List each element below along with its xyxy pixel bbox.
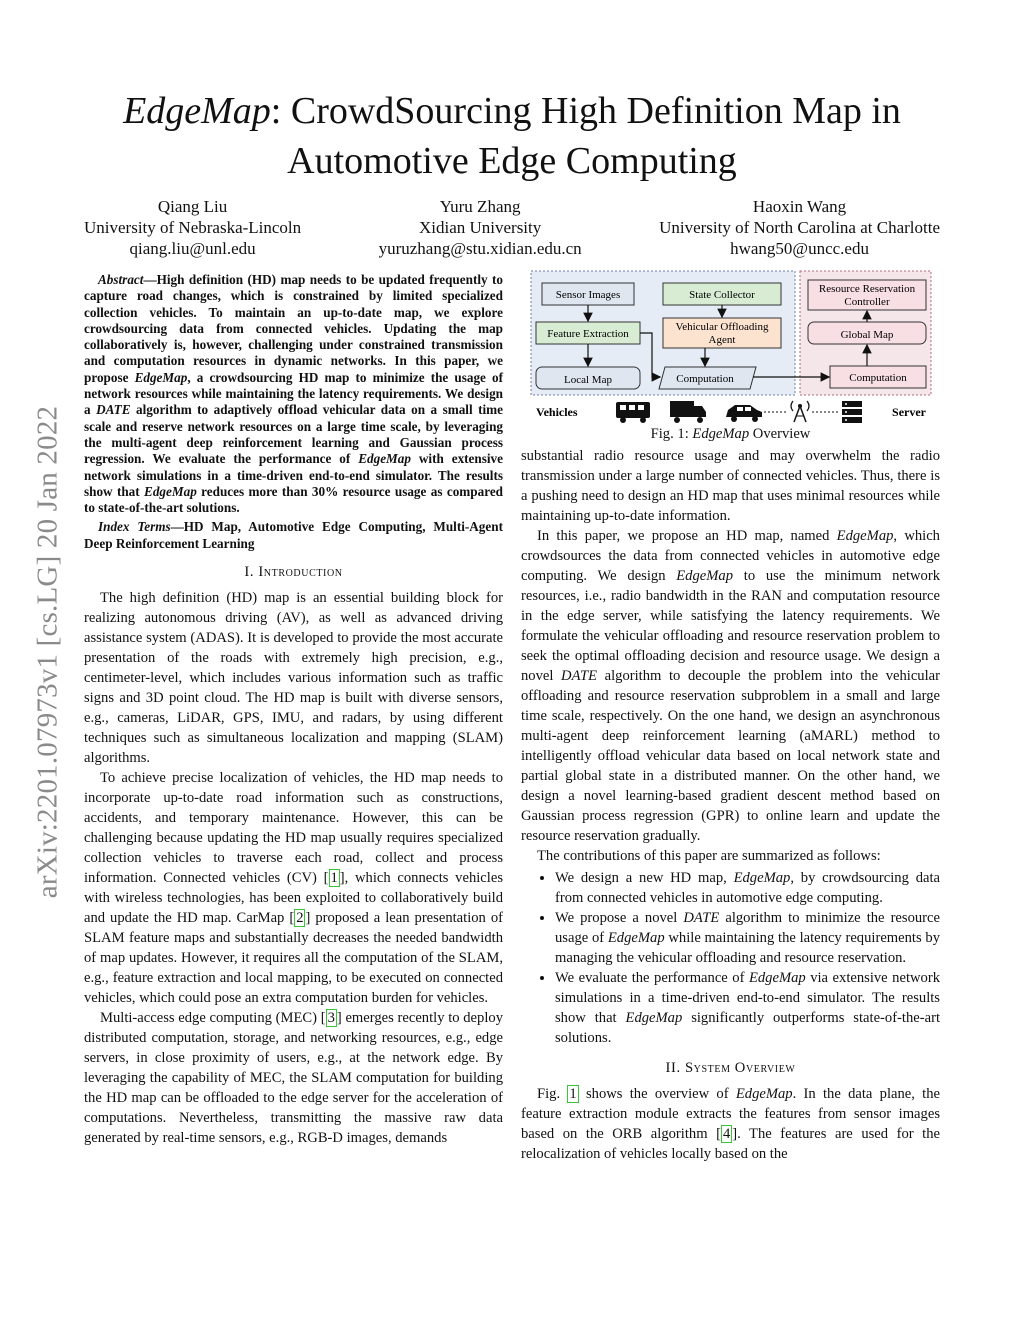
author-email: hwang50@uncc.edu [730, 239, 869, 258]
server-computation-label: Computation [849, 372, 907, 384]
server-icon [842, 401, 862, 423]
left-column [84, 272, 503, 1148]
local-map-label: Local Map [564, 374, 612, 386]
feature-extraction-label: Feature Extraction [547, 328, 629, 340]
section-heading-introduction: I. Introduction [244, 564, 343, 581]
section-heading-system-overview: II. System Overview [665, 1060, 796, 1076]
citation-link[interactable]: 4 [722, 1126, 731, 1142]
title-line2: Automotive Edge Computing [287, 140, 737, 182]
author-1 [84, 196, 301, 259]
index-terms-label: Index Terms [98, 519, 171, 535]
citation-link[interactable]: 3 [327, 1010, 335, 1027]
resource-reservation-label-1: Resource Reservation [818, 283, 916, 295]
paper-title [84, 86, 940, 186]
vehicles-label: Vehicles [536, 405, 578, 419]
author-name: Qiang Liu [157, 197, 228, 216]
figure-caption: Fig. 1: EdgeMap Overview [650, 426, 811, 442]
contributions-list [521, 868, 940, 1048]
right-paragraph-4: Fig. 1 shows the overview of EdgeMap. In the data plane, the feature extraction module extracts the features from sensor images based on the ORB algorithm [ 4 ]. The features are used for the relocalization of vehicles locally based on the [521, 1086, 941, 1162]
author-3 [659, 196, 940, 259]
truck-icon [670, 401, 706, 423]
author-affiliation: Xidian University [418, 218, 542, 237]
state-collector-label: State Collector [689, 289, 755, 301]
offloading-agent-label-2: Agent [708, 334, 736, 346]
antenna-icon [791, 401, 809, 422]
author-email: qiang.liu@unl.edu [129, 239, 256, 258]
arxiv-sidebar [28, 352, 68, 952]
author-affiliation: University of Nebraska-Lincoln [84, 218, 302, 237]
author-2 [379, 196, 582, 259]
bus-icon [616, 402, 650, 423]
author-email: yuruzhang@stu.xidian.edu.cn [378, 239, 582, 258]
right-paragraph-1: substantial radio resource usage and may overwhelm the radio transmission under a large number of connected vehicles. Thus, there is a pushing need to design an HD map that uses minimal resources while maintaining up-to-date information. [521, 448, 940, 524]
right-paragraph-3: The contributions of this paper are summarized as follows: [537, 848, 881, 864]
figure-ref-link[interactable]: 1 [569, 1086, 577, 1102]
server-label: Server [892, 405, 926, 419]
author-affiliation: University of North Carolina at Charlotte [659, 218, 940, 237]
index-terms: Index Terms—HD Map, Automotive Edge Computing, Multi-Agent Deep Reinforcement Learning [84, 519, 503, 551]
sensor-images-label: Sensor Images [555, 289, 621, 301]
vehicle-computation-label: Computation [676, 373, 734, 385]
list-item: • We evaluate the performance of EdgeMap via extensive network simulations in a time-driven end-to-end simulator. The results show that EdgeMap significantly outperforms state-of-the-art solutions. [555, 968, 940, 1048]
citation-link[interactable]: 2 [296, 910, 304, 927]
right-paragraph-2: In this paper, we propose an HD map, named EdgeMap, which crowdsources the data from connected vehicles in automotive edge computing. We design EdgeMap to use the minimum network resources, i.e., radio bandwidth in the RAN and computation resource in the edge server, while satisfying the latency requirements. We formulate the vehicular offloading and resource reservation problem to seek the optimal offloading decision and resource usage. We design a novel DATE algorithm to decouple the problem into the vehicular offloading and resource reservation subproblem in a small and large time scale, respectively. On the one hand, we design an asynchronous multi-agent deep reinforcement learning (aMARL) method to intelligently offload vehicular data based on local network state and partial global state in a distributed manner. On the other hand, we design a novel learning-based gradient descent method based on Gaussian process regression (GPR) to online learn and update the resource reservation gradually. [521, 528, 940, 844]
intro-paragraph-3: Multi-access edge computing (MEC) [ 3 ] emerges recently to deploy distributed computation, storage, and networking resources, e.g., edge servers, in close proximity of users, e.g., at the network edge. By leveraging the capability of MEC, the SLAM computation for building the HD map can be offloaded to the edge server for the acceleration of computations. Nevertheless, transmitting the massive raw data generated by real-time sensors, e.g., RGB-D images, demands [84, 1010, 503, 1147]
global-map-label: Global Map [840, 329, 894, 341]
citation-link[interactable]: 1 [330, 870, 338, 887]
author-block [84, 196, 940, 259]
title-italic: EdgeMap [123, 90, 271, 132]
resource-reservation-label-2: Controller [844, 296, 890, 308]
abstract: Abstract—High definition (HD) map needs to be updated frequently to capture road changes, which is constrained by limited specialized collection vehicles. To maintain an up-to-date map, we explore crowdsourcing data from connected vehicles. Updating the map collaboratively is, however, challenging under constrained transmission and computation resources in dynamic networks. In this paper, we propose EdgeMap, a crowdsourcing HD map to minimize the usage of network resources while maintaining the latency requirements. We design a DATE algorithm to adaptively offload vehicular data on a small time scale and reserve network resources on a large time scale, by leveraging the multi-agent deep reinforcement learning and Gaussian process regression. We evaluate the performance of EdgeMap with extensive network simulations in a time-driven end-to-end simulator. The results show that EdgeMap reduces more than 30% resource usage as compared to state-of-the-art solutions. [84, 272, 504, 516]
intro-paragraph-1: The high definition (HD) map is an essential building block for realizing autonomous driving (AV), as well as advanced driving assistance system (ADAS). It is developed to provide the most accurate presentation of the roads with extremely high precision, e.g., centimeter-level, which includes various information such as traffic signs and 3D point cloud. The HD map is built with diverse sensors, e.g., cameras, LiDAR, GPS, IMU, and radars, by using different techniques such as simultaneous localization and mapping (SLAM) algorithms. [84, 590, 503, 767]
right-column [521, 446, 940, 1164]
author-name: Haoxin Wang [752, 197, 847, 216]
offloading-agent-label-1: Vehicular Offloading [675, 321, 769, 333]
list-item: • We propose a novel DATE algorithm to minimize the resource usage of EdgeMap while maintaining the latency requirements by managing the vehicular offloading and resource reservation. [555, 908, 940, 968]
edgemap-overview-figure [530, 270, 932, 432]
intro-paragraph-2: To achieve precise localization of vehicles, the HD map needs to incorporate up-to-date road information such as constructions, accidents, and temporary maintenance. However, this can be challenging because updating the HD map usually requires specialized collection vehicles to traverse each road, collect and process information. Connected vehicles (CV) [ 1 ], which connects vehicles with wireless technologies, has been exploited to collaboratively build and update the HD map. CarMap [ 2 ] proposed a lean presentation of SLAM feature maps and substantially decreases the needed bandwidth of map updates. However, it requires all the computation of the SLAM, e.g., feature extraction and local mapping, to be executed on connected vehicles, which could pose an extra computation burden for vehicles. [84, 770, 503, 1007]
car-icon [726, 405, 762, 422]
abstract-label: Abstract [98, 272, 144, 287]
author-name: Yuru Zhang [439, 197, 521, 216]
list-item: • We design a new HD map, EdgeMap, by crowdsourcing data from connected vehicles in automotive edge computing. [555, 868, 940, 908]
title-line1: : CrowdSourcing High Definition Map in [270, 90, 901, 132]
arxiv-id: arXiv:2201.07973v1 [cs.LG] 20 Jan 2022 [31, 405, 64, 899]
